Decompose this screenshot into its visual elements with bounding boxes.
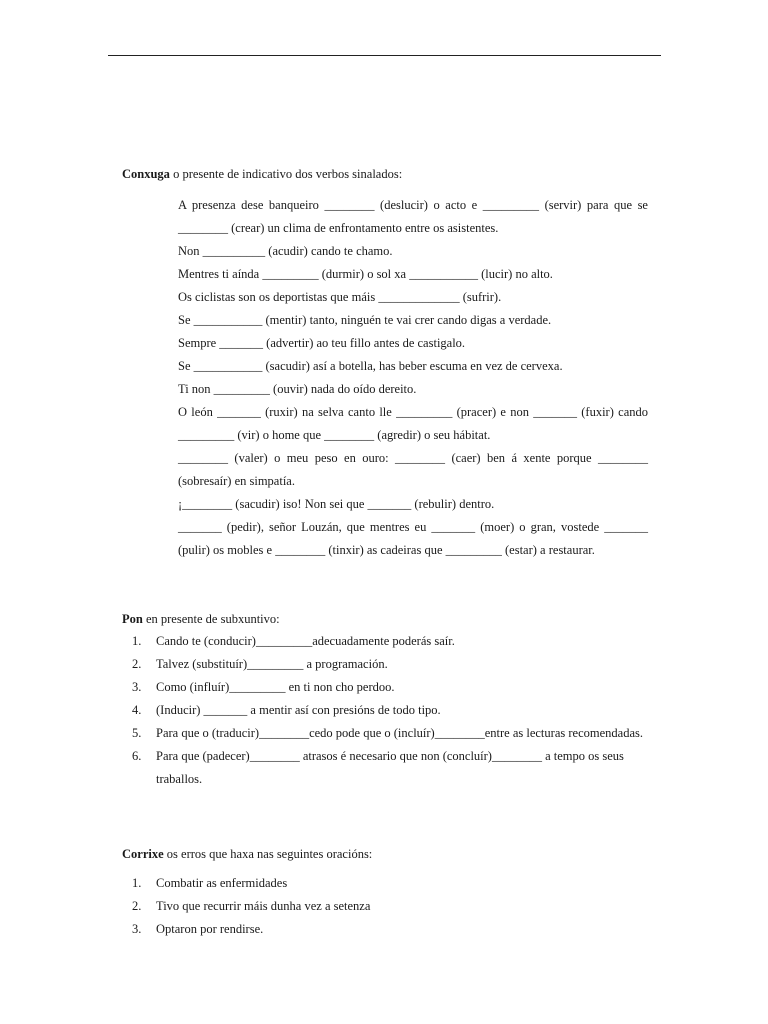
exercise-sentence: Sempre _______ (advertir) ao teu fillo antes de castigalo. (178, 336, 466, 350)
list-item (122, 653, 652, 676)
item-text: Combatir as enfermidades (156, 876, 288, 890)
item-number: 1. (132, 876, 142, 890)
item-text: Para que o (traducir)________cedo pode que o (incluír)________entre as lecturas recomendadas. (156, 726, 643, 740)
item-text: Talvez (substituír)_________ a programación. (156, 657, 388, 671)
item-text: (Inducir) _______ a mentir así con presións de todo tipo. (156, 703, 441, 717)
exercise-sentence: Non __________ (acudir) cando te chamo. (178, 244, 393, 258)
conjugation-exercise (178, 194, 648, 562)
item-number: 5. (132, 726, 142, 740)
header-rule (108, 55, 661, 56)
item-number: 2. (132, 899, 142, 913)
section-heading-corrixe (122, 846, 372, 862)
list-item (122, 676, 652, 699)
subjunctive-list (122, 630, 652, 791)
exercise-sentence: Se ___________ (sacudir) así a botella, has beber escuma en vez de cervexa. (178, 359, 563, 373)
item-number: 3. (132, 922, 142, 936)
list-item (122, 918, 652, 941)
heading-keyword: Conxuga (122, 167, 170, 181)
section-heading-conxuga (122, 166, 402, 182)
item-number: 2. (132, 657, 142, 671)
exercise-sentence: Ti non _________ (ouvir) nada do oído dereito. (178, 382, 417, 396)
exercise-sentence: ¡________ (sacudir) iso! Non sei que _______ (rebulir) dentro. (178, 497, 495, 511)
item-text: Optaron por rendirse. (156, 922, 264, 936)
heading-instruction: en presente de subxuntivo: (142, 612, 280, 626)
list-item (122, 872, 652, 895)
item-number: 3. (132, 680, 142, 694)
item-number: 6. (132, 749, 142, 763)
heading-instruction: os erros que haxa nas seguintes oracións: (163, 847, 373, 861)
list-item (122, 699, 652, 722)
heading-instruction: o presente de indicativo dos verbos sinalados: (169, 167, 403, 181)
section-heading-pon (122, 611, 280, 627)
exercise-sentence: Se ___________ (mentir) tanto, ninguén te vai crer cando digas a verdade. (178, 313, 552, 327)
exercise-sentence: A presenza dese banqueiro ________ (deslucir) o acto e _________ (servir) para que se ________ (crear) un clima de enfrontamento entre os asistentes. (178, 198, 648, 235)
item-number: 4. (132, 703, 142, 717)
heading-keyword: Corrixe (122, 847, 164, 861)
correction-list (122, 872, 652, 941)
item-text: Tivo que recurrir máis dunha vez a setenza (156, 899, 371, 913)
item-text: Como (influír)_________ en ti non cho perdoo. (156, 680, 395, 694)
exercise-sentence: ________ (valer) o meu peso en ouro: ________ (caer) ben á xente porque ________ (sobresaír) en simpatía. (178, 451, 648, 488)
exercise-sentence: _______ (pedir), señor Louzán, que mentres eu _______ (moer) o gran, vostede _______ (pulir) os mobles e ________ (tinxir) as cadeiras que _________ (estar) a restaurar. (178, 520, 648, 557)
exercise-sentence: Os ciclistas son os deportistas que máis _____________ (sufrir). (178, 290, 502, 304)
exercise-sentence: O león _______ (ruxir) na selva canto lle _________ (pracer) e non _______ (fuxir) cando _________ (vir) o home que ________ (agredir) o seu hábitat. (178, 405, 648, 442)
list-item (122, 745, 652, 791)
heading-keyword: Pon (122, 612, 143, 626)
item-text: Cando te (conducir)_________adecuadamente poderás saír. (156, 634, 455, 648)
list-item (122, 630, 652, 653)
list-item (122, 895, 652, 918)
item-text: Para que (padecer)________ atrasos é necesario que non (concluír)________ a tempo os seus traballos. (156, 749, 624, 786)
item-number: 1. (132, 634, 142, 648)
exercise-sentence: Mentres ti aínda _________ (durmir) o sol xa ___________ (lucir) no alto. (178, 267, 553, 281)
list-item (122, 722, 652, 745)
